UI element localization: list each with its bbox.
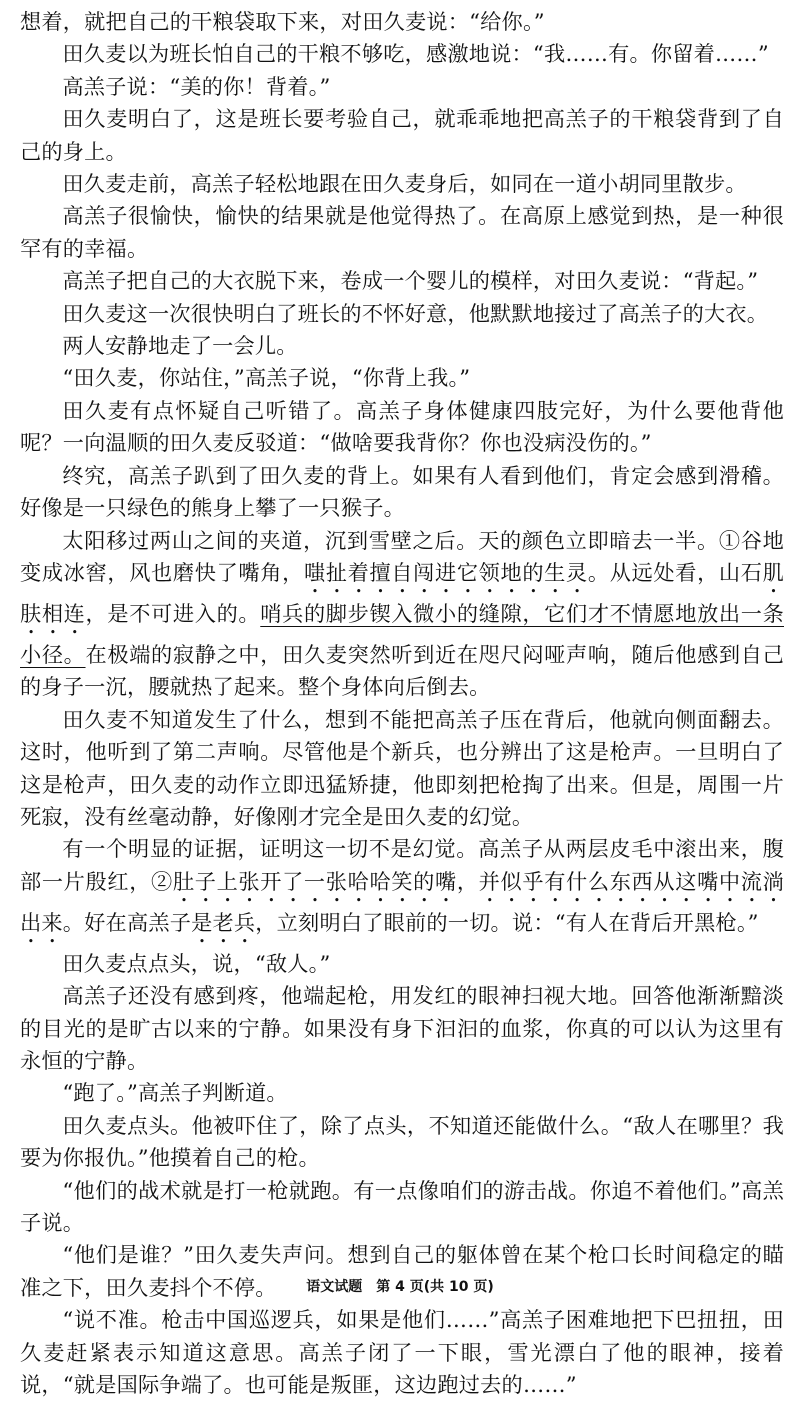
paragraph: 田久麦点头。他被吓住了，除了点头，不知道还能做什么。“敌人在哪里？我要为你报仇。”他摸着自己的枪。: [20, 1112, 784, 1171]
story-text: [20, 6, 784, 1401]
dotted-phrase: 肌肤相连: [20, 559, 784, 626]
paragraph: 高羔子说：“美的你！背着。”: [62, 73, 331, 99]
text-run: 。从远处看，山石: [587, 559, 763, 585]
paragraph: 田久麦这一次很快明白了班长的不怀好意，他默默地接过了高羔子的大衣。: [62, 300, 769, 326]
paragraph: 高羔子把自己的大衣脱下来，卷成一个婴儿的模样，对田久麦说：“背起。”: [62, 268, 759, 294]
paragraph: 田久麦以为班长怕自己的干粮不够吃，感激地说：“我……有。你留着……”: [62, 41, 769, 67]
text-run: 在极端的寂静之中，田久麦突然听到近在咫尺闷哑声响，随后他感到自己的身子一沉，腰就热了起来。整个身体向后倒去。: [20, 641, 784, 700]
paragraph-annotated-1: [20, 525, 784, 704]
paragraph: “他们是谁？”田久麦失声问。想到自己的躯体曾在某个枪口长时间稳定的瞄准之下，田久麦抖个不停。: [20, 1242, 784, 1300]
paragraph: 田久麦走前，高羔子轻松地跟在田久麦身后，如同在一道小胡同里散步。: [62, 171, 747, 197]
text-run: 有一个明显的证据，证明这一切不是幻觉。高羔子从两层皮毛中滚出来，腹部一片殷红，②: [20, 836, 784, 894]
paragraph: 两人安静地走了一会儿。: [62, 333, 298, 359]
paragraph: 田久麦点点头，说，“敌人。”: [62, 950, 331, 976]
text-run: ，立刻明白了眼前的一切。说：“有人在背后开黑枪。”: [255, 909, 759, 935]
text-run: ，是不可进入的。: [85, 600, 261, 626]
dotted-phrase: 嗤扯着擅自闯进它领地的生灵: [303, 559, 588, 585]
paragraph: 田久麦不知道发生了什么，想到不能把高羔子压在背后，他就向侧面翻去。这时，他听到了第二声响。尽管他是个新兵，也分辨出了这是枪声。一旦明白了这是枪声，田久麦的动作立即迅猛矫捷，他即刻把枪掏了出来。但是，周围一片死寂，没有丝毫动静，好像刚才完全是田久麦的幻觉。: [20, 706, 784, 829]
paragraph: 终究，高羔子趴到了田久麦的背上。如果有人看到他们，肯定会感到滑稽。好像是一只绿色的熊身上攀了一只猴子。: [20, 462, 784, 521]
dotted-phrase: 肚子上张开了一张哈哈笑的嘴，并似乎有什么东西从这嘴中流淌出来: [20, 868, 784, 935]
paragraph: “跑了。”高羔子判断道。: [62, 1080, 288, 1106]
text-run: 。好在高羔子: [62, 909, 192, 935]
paragraph: “他们的战术就是打一枪就跑。有一点像咱们的游击战。你追不着他们。”高羔子说。: [20, 1177, 784, 1235]
underlined-sentence: 哨兵的脚步锲入微小的缝隙，它们才不情愿地放出一条小径。: [20, 600, 784, 667]
paragraph: 想着，就把自己的干粮袋取下来，对田久麦说：“给你。”: [20, 9, 545, 34]
paragraph: 田久麦有点怀疑自己听错了。高羔子身体健康四肢完好，为什么要他背他呢？一向温顺的田久麦反驳道：“做啥要我背你？你也没病没伤的。”: [20, 397, 784, 456]
paragraph: 高羔子还没有感到疼，他端起枪，用发红的眼神扫视大地。回答他渐渐黯淡的目光的是旷古以来的宁静。如果没有身下汩汩的血浆，你真的可以认为这里有永恒的宁静。: [20, 983, 784, 1073]
paragraph: “说不准。枪击中国巡逻兵，如果是他们……”高羔子困难地把下巴扭扭，田久麦赶紧表示知道这意思。高羔子闭了一下眼，雪光漂白了他的眼神，接着说，“就是国际争端了。也可能是叛匪，这边跑过去的……”: [20, 1307, 784, 1398]
paragraph: “田久麦，你站住，”高羔子说，“你背上我。”: [62, 365, 471, 391]
paragraph: 田久麦明白了，这是班长要考验自己，就乖乖地把高羔子的干粮袋背到了自己的身上。: [20, 106, 784, 164]
paragraph: 高羔子很愉快，愉快的结果就是他觉得热了。在高原上感觉到热，是一种很罕有的幸福。: [20, 203, 784, 261]
page-footer: 语文试题 第 4 页(共 10 页): [306, 1279, 494, 1295]
text-run: 太阳移过两山之间的夹道，沉到雪壁之后。天的颜色立即暗去一半。①谷地变成冰窖，风也磨快了嘴角，: [20, 527, 784, 585]
dotted-phrase: 是老兵: [191, 909, 256, 935]
paragraph-annotated-2: [20, 833, 784, 947]
